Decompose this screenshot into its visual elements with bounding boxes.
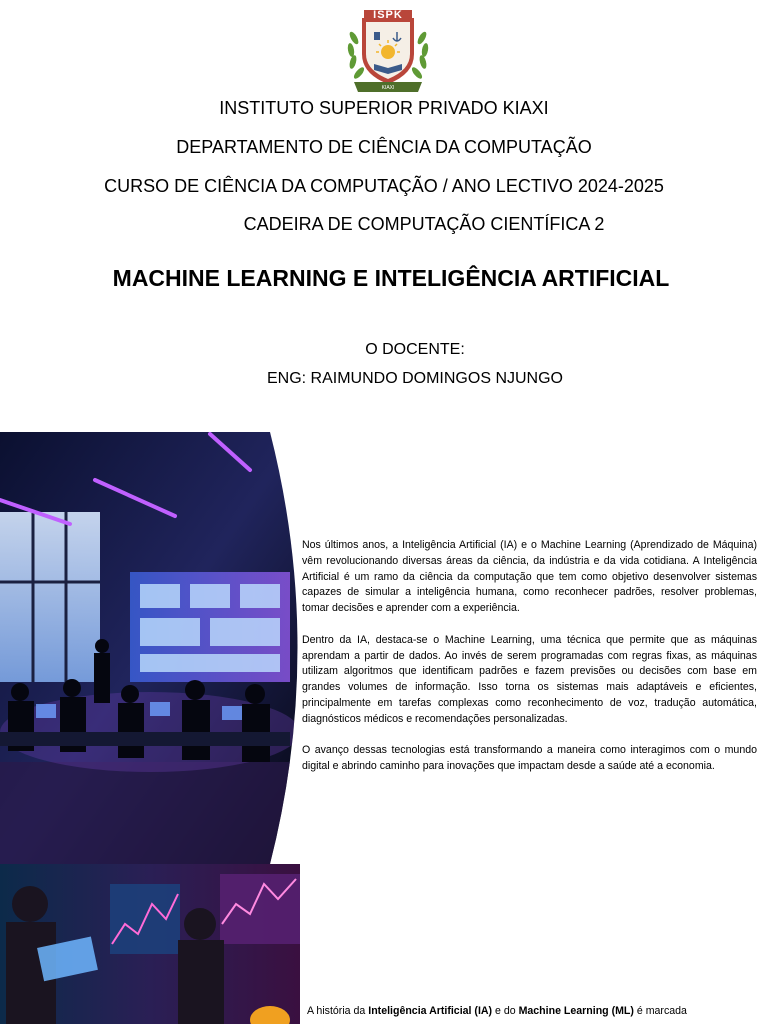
department-name: DEPARTAMENTO DE CIÊNCIA DA COMPUTAÇÃO xyxy=(176,137,592,157)
document-title: MACHINE LEARNING E INTELIGÊNCIA ARTIFICIAL xyxy=(112,265,670,291)
history-ia-term: Inteligência Artificial (IA) xyxy=(368,1005,493,1017)
institution-logo xyxy=(344,8,432,94)
intro-text xyxy=(302,538,757,791)
docente-label: O DOCENTE: xyxy=(365,341,465,358)
subject-name: CADEIRA DE COMPUTAÇÃO CIENTÍFICA 2 xyxy=(243,214,605,234)
history-ml-term: Machine Learning (ML) xyxy=(518,1005,634,1017)
intro-paragraph-2: Dentro da IA, destaca-se o Machine Learning, uma técnica que permite que as máquinas aprendam a partir de dados. Ao invés de serem programadas com regras fixas, as máquinas utilizam algoritmos que identificam padrões e fazem previsões ou decisões com base em grandes volumes de informação. Isso torna os sistemas mais adaptáveis e eficientes, principalmente em tarefas complexas como reconhecimento de voz, tradução automática, diagnósticos médicos e recomendações personalizadas. xyxy=(302,633,757,725)
logo-subtitle: KIAXI xyxy=(381,85,395,91)
docente-name: ENG: RAIMUNDO DOMINGOS NJUNGO xyxy=(266,370,563,387)
history-text-2: e do xyxy=(492,1005,519,1017)
ai-office-illustration xyxy=(0,432,300,864)
intro-paragraph-3: O avanço dessas tecnologias está transformando a maneira como interagimos com o mundo digital e abrindo caminho para inovações que impactam desde a saúde até a economia. xyxy=(302,744,757,773)
history-text-1: A história da xyxy=(307,1005,369,1017)
institution-name: INSTITUTO SUPERIOR PRIVADO KIAXI xyxy=(219,98,549,118)
data-analytics-illustration xyxy=(0,864,300,1024)
history-text-3: é marcada xyxy=(633,1005,687,1017)
course-name: CURSO DE CIÊNCIA DA COMPUTAÇÃO / ANO LECTIVO 2024-2025 xyxy=(104,176,664,196)
history-paragraph xyxy=(307,1004,757,1019)
logo-acronym: ISPK xyxy=(373,9,403,21)
intro-paragraph-1: Nos últimos anos, a Inteligência Artificial (IA) e o Machine Learning (Aprendizado de Máquina) vêm revolucionando diversas áreas da ciência, da indústria e da vida cotidiana. A Inteligência Artificial é um ramo da ciência da computação que tem como objetivo desenvolver sistemas capazes de simular a inteligência humana, como reconhecer padrões, resolver problemas, tomar decisões e aprender com a experiência. xyxy=(302,539,757,615)
